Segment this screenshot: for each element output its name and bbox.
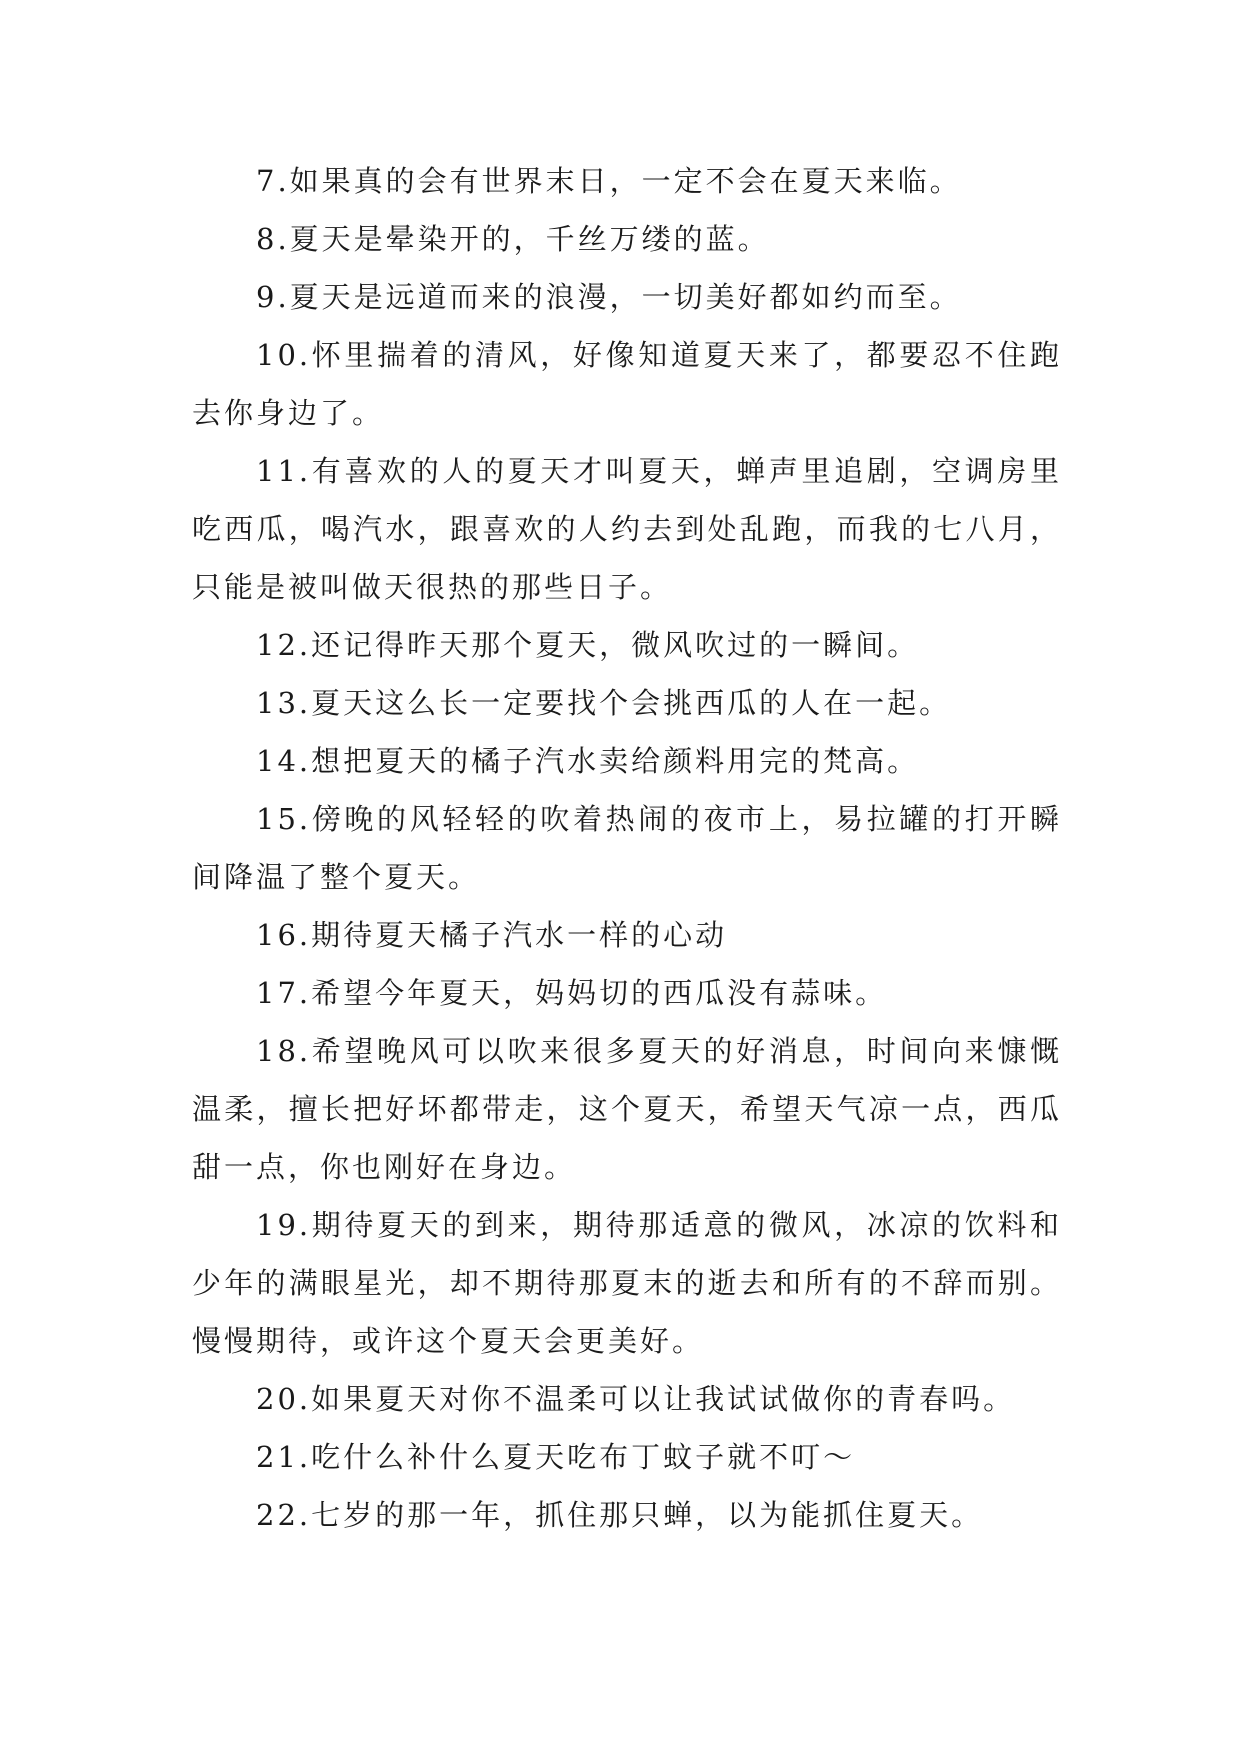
list-item: 18.希望晚风可以吹来很多夏天的好消息，时间向来慷慨温柔，擅长把好坏都带走，这个夏天，希望天气凉一点，西瓜甜一点，你也刚好在身边。 bbox=[192, 1034, 1062, 1184]
list-item: 10.怀里揣着的清风，好像知道夏天来了，都要忍不住跑去你身边了。 bbox=[192, 338, 1062, 430]
list-item: 15.傍晚的风轻轻的吹着热闹的夜市上，易拉罐的打开瞬间降温了整个夏天。 bbox=[192, 802, 1062, 894]
list-item: 13.夏天这么长一定要找个会挑西瓜的人在一起。 bbox=[256, 686, 952, 720]
list-item: 21.吃什么补什么夏天吃布丁蚊子就不叮～ bbox=[256, 1440, 856, 1474]
list-item: 14.想把夏天的橘子汽水卖给颜料用完的梵高。 bbox=[256, 744, 920, 778]
list-item: 16.期待夏天橘子汽水一样的心动 bbox=[256, 918, 728, 952]
document-body bbox=[192, 152, 1062, 1544]
list-item: 8.夏天是晕染开的，千丝万缕的蓝。 bbox=[256, 222, 770, 256]
list-item: 9.夏天是远道而来的浪漫，一切美好都如约而至。 bbox=[256, 280, 962, 314]
list-item: 19.期待夏天的到来，期待那适意的微风，冰凉的饮料和少年的满眼星光，却不期待那夏末的逝去和所有的不辞而别。慢慢期待，或许这个夏天会更美好。 bbox=[192, 1208, 1062, 1358]
list-item: 7.如果真的会有世界末日，一定不会在夏天来临。 bbox=[256, 164, 962, 198]
list-item: 17.希望今年夏天，妈妈切的西瓜没有蒜味。 bbox=[256, 976, 888, 1010]
list-item: 12.还记得昨天那个夏天，微风吹过的一瞬间。 bbox=[256, 628, 920, 662]
list-item: 20.如果夏天对你不温柔可以让我试试做你的青春吗。 bbox=[256, 1382, 1016, 1416]
list-item: 11.有喜欢的人的夏天才叫夏天，蝉声里追剧，空调房里吃西瓜，喝汽水，跟喜欢的人约去到处乱跑，而我的七八月，只能是被叫做天很热的那些日子。 bbox=[192, 454, 1062, 604]
list-item: 22.七岁的那一年，抓住那只蝉，以为能抓住夏天。 bbox=[256, 1498, 984, 1532]
